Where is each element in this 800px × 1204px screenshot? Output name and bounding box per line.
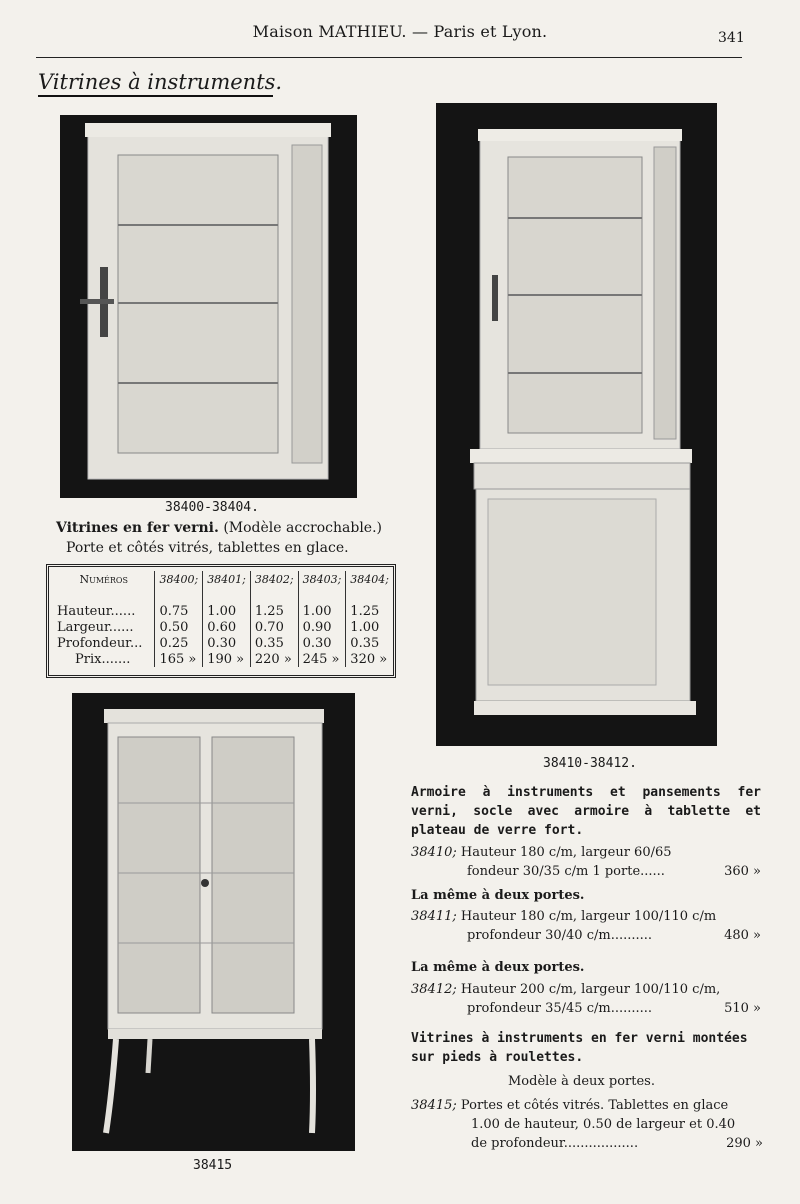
specs-col-header: 38404; (346, 571, 393, 587)
table-row (53, 619, 393, 635)
specs-col-header: 38402; (250, 571, 298, 587)
specs-col-header: 38400; (155, 571, 203, 587)
specs-table (53, 571, 393, 667)
table-cell: 0.35 (346, 635, 393, 651)
section-underline (38, 95, 273, 97)
table-cell: 1.00 (203, 603, 251, 619)
table-cell: 320 » (346, 651, 393, 667)
entry-price: 510 » (724, 1001, 761, 1016)
entry-price: 480 » (724, 928, 761, 943)
specs-table-header-row (53, 571, 393, 587)
table-cell: 245 » (298, 651, 346, 667)
entry-number: 38411; (411, 909, 457, 924)
entry-line2: fondeur 30/35 c/m 1 porte...... (467, 864, 665, 879)
entry-line2: 1.00 de hauteur, 0.50 de largeur et 0.40 (471, 1117, 736, 1132)
table-cell: 0.30 (203, 635, 251, 651)
entry-price: 290 » (726, 1136, 763, 1151)
product-b-sub1: La même à deux portes. (411, 888, 585, 903)
product-c-entry (411, 1096, 763, 1153)
standing-cabinet-photo (72, 693, 355, 1151)
product-b-sub2: La même à deux portes. (411, 960, 585, 975)
table-cell: 1.25 (346, 603, 393, 619)
product-b-code: 38410-38412. (543, 756, 637, 771)
entry-line1: Portes et côtés vitrés. Tablettes en glace (460, 1098, 729, 1113)
section-title: Vitrines à instruments. (38, 70, 283, 94)
header-rule (36, 57, 742, 58)
table-cell: 1.00 (346, 619, 393, 635)
product-c-sub: Modèle à deux portes. (508, 1074, 655, 1089)
specs-table-frame (46, 564, 396, 678)
entry-line1: Hauteur 180 c/m, largeur 100/110 c/m (460, 909, 717, 924)
table-cell: 0.35 (250, 635, 298, 651)
entry-number: 38412; (411, 982, 457, 997)
entry-line1: Hauteur 200 c/m, largeur 100/110 c/m, (460, 982, 721, 997)
entry-line2: profondeur 30/40 c/m.......... (467, 928, 653, 943)
product-a-title (56, 520, 382, 536)
product-a-code: 38400-38404. (165, 500, 259, 515)
entry-line3: de profondeur.................. (471, 1136, 639, 1151)
product-a-title-bold: Vitrines en fer verni. (56, 520, 219, 536)
table-cell: 0.25 (155, 635, 203, 651)
row-label: Hauteur...... (57, 603, 136, 619)
product-a-title-rest: (Modèle accrochable.) (223, 520, 383, 536)
entry-line1: Hauteur 180 c/m, largeur 60/65 (460, 845, 672, 860)
entry-line2: profondeur 35/45 c/m.......... (467, 1001, 653, 1016)
entry-price: 360 » (724, 864, 761, 879)
table-row (53, 635, 393, 651)
specs-col-header: 38401; (203, 571, 251, 587)
row-label: Largeur...... (57, 619, 134, 635)
table-cell: 165 » (155, 651, 203, 667)
specs-header-label: Numéros (79, 572, 128, 586)
table-cell: 220 » (250, 651, 298, 667)
entry-number: 38415; (411, 1098, 457, 1113)
page-header-title: Maison MATHIEU. — Paris et Lyon. (252, 22, 548, 41)
table-cell: 0.75 (155, 603, 203, 619)
row-label: Prix....... (75, 651, 131, 667)
table-cell: 1.25 (250, 603, 298, 619)
product-c-heading: Vitrines à instruments en fer verni montées sur pieds à roulettes. (411, 1031, 748, 1065)
table-row (53, 587, 393, 603)
product-b-entry-1 (411, 843, 761, 881)
product-b-entry-3 (411, 980, 761, 1018)
specs-col-header: 38403; (298, 571, 346, 587)
entry-number: 38410; (411, 845, 457, 860)
product-a-line2: Porte et côtés vitrés, tablettes en glace. (66, 540, 349, 556)
table-cell: 0.70 (250, 619, 298, 635)
wall-cabinet-photo (60, 115, 357, 498)
page-number: 341 (718, 30, 745, 46)
table-cell: 0.50 (155, 619, 203, 635)
table-cell: 0.30 (298, 635, 346, 651)
row-label: Profondeur... (57, 635, 143, 651)
table-cell: 1.00 (298, 603, 346, 619)
table-cell: 190 » (203, 651, 251, 667)
armoire-photo (436, 103, 717, 746)
table-row (53, 603, 393, 619)
table-cell: 0.60 (203, 619, 251, 635)
product-c-code: 38415 (193, 1158, 233, 1173)
product-b-entry-2 (411, 907, 761, 945)
table-row (53, 651, 393, 667)
product-b-description: Armoire à instruments et pansements fer verni, socle avec armoire à tablette et plateau de verre fort. (411, 785, 761, 838)
table-cell: 0.90 (298, 619, 346, 635)
